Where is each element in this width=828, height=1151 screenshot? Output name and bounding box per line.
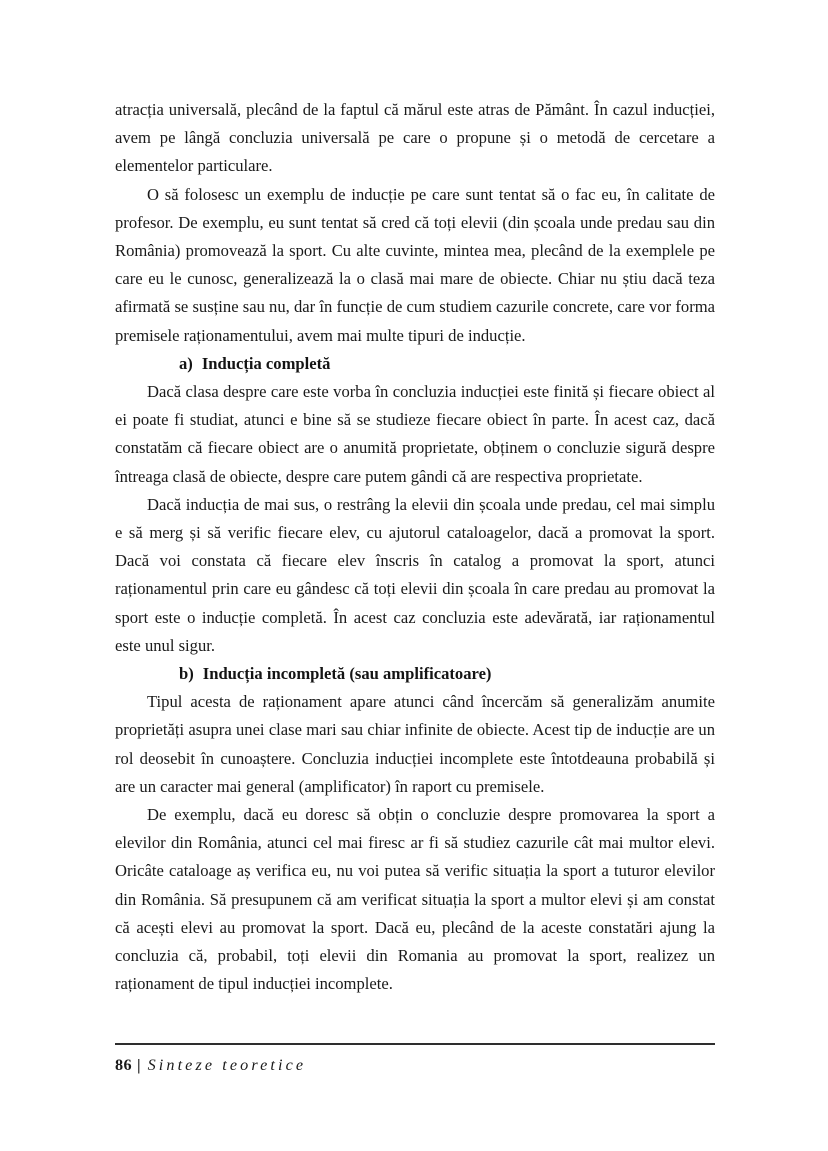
paragraph-b-2: De exemplu, dacă eu doresc să obțin o concluzie despre promovarea la sport a elevilor din România, atunci cel mai firesc ar fi să studiez cazurile cât mai multor elevi. Oricâte cataloage aș verifica eu, nu voi putea să verific situația la sport a tuturor elevilor din România. Să presupunem că am verificat situația la sport a multor elevi și am constat că acești elevi au promovat la sport. Dacă eu, plecând de la aceste constatări ajung la concluzia că, probabil, toți elevii din Romania au promovat la sport, realizez un raționament de tipul inducției incomplete. <box>115 805 715 994</box>
section-heading-a-marker: a) <box>179 353 193 373</box>
paragraph-a-2: Dacă inducția de mai sus, o restrâng la elevii din școala unde predau, cel mai simplu e să merg și să verific fiecare elev, cu ajutorul cataloagelor, dacă a promovat la sport. Dacă voi constata că fiecare elev înscris în catalog a promovat la sport, atunci raționamentul prin care eu gândesc că toți elevii din școala în care predau au promovat la sport este o inducție completă. În acest caz concluzia este adevărată, iar raționamentul este unul sigur. <box>115 494 715 655</box>
page-number: 86 <box>115 1056 132 1074</box>
footer-separator: | <box>137 1056 141 1074</box>
section-heading-a-label: Inducția completă <box>201 353 331 373</box>
section-heading-b <box>115 660 715 688</box>
section-heading-b-label: Inducția incompletă (sau amplificatoare) <box>202 664 492 684</box>
running-title: Sinteze teoretice <box>147 1056 307 1074</box>
paragraph-continuation: atracția universală, plecând de la faptul că mărul este atras de Pământ. În cazul inducției, avem pe lângă concluzia universală pe care o propune și o metodă de cercetare a elementelor particulare. <box>115 100 715 176</box>
page-content-column <box>115 96 715 999</box>
section-heading-b-marker: b) <box>179 664 194 684</box>
footer-divider-rule <box>115 1043 715 1045</box>
footer-text-line <box>115 1054 715 1076</box>
paragraph-exemplu-inductie: O să folosesc un exemplu de inducție pe care sunt tentat să o fac eu, în calitate de profesor. De exemplu, eu sunt tentat să cred că toți elevii (din școala unde predau sau din România) promovează la sport. Cu alte cuvinte, mintea mea, plecând de la exemplele pe care eu le cunosc, generalizează la o clasă mai mare de obiecte. Chiar nu știu dacă teza afirmată se susține sau nu, dar în funcție de cum studiem cazurile concrete, care vor forma premisele raționamentului, avem mai multe tipuri de inducție. <box>115 184 715 345</box>
paragraph-a-1: Dacă clasa despre care este vorba în concluzia inducției este finită și fiecare obiect al ei poate fi studiat, atunci e bine să se studieze fiecare obiect în parte. În acest caz, dacă constatăm că fiecare obiect are o anumită proprietate, obținem o concluzie sigură despre întreaga clasă de obiecte, despre care putem gândi că are respectiva proprietate. <box>115 382 715 486</box>
paragraph-b-1: Tipul acesta de raționament apare atunci când încercăm să generalizăm anumite proprietăți asupra unei clase mari sau chiar infinite de obiecte. Acest tip de inducție are un rol deosebit în cunoaștere. Concluzia inducției incomplete este întotdeauna probabilă și are un caracter mai general (amplificator) în raport cu premisele. <box>115 692 715 796</box>
page-footer <box>115 1043 715 1076</box>
section-heading-a <box>115 350 715 378</box>
